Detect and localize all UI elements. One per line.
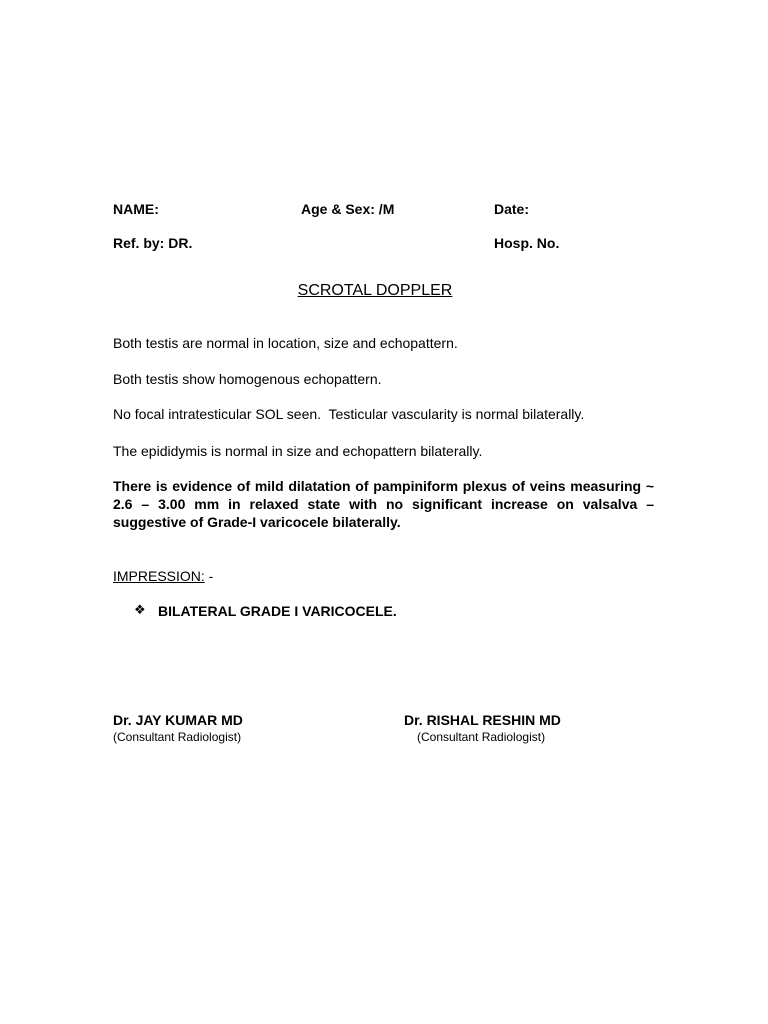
diamond-bullet-icon: ❖: [134, 603, 146, 618]
finding-line: Both testis show homogenous echopattern.: [113, 371, 382, 387]
hosp-no-label: Hosp. No.: [494, 235, 560, 251]
age-sex-label: Age & Sex: /M: [301, 201, 395, 217]
report-title: [113, 281, 637, 301]
report-title-text: SCROTAL DOPPLER: [297, 282, 453, 299]
impression-item: BILATERAL GRADE I VARICOCELE.: [158, 603, 397, 619]
evidence-paragraph: There is evidence of mild dilatation of pampiniform plexus of veins measuring ~ 2.6 – 3.00 mm in relaxed state with no significant increase on valsalva – suggestive of Grade-I varicocele bilaterally.: [113, 478, 654, 530]
date-label: Date:: [494, 201, 530, 217]
doctor-role: (Consultant Radiologist): [113, 730, 242, 744]
finding-line: Both testis are normal in location, size and echopattern.: [113, 335, 458, 351]
ref-by-label: Ref. by: DR.: [113, 235, 193, 251]
doctor-name: Dr. RISHAL RESHIN MD: [404, 712, 561, 728]
signature-block: [404, 711, 561, 745]
finding-line: The epididymis is normal in size and echopattern bilaterally.: [113, 443, 483, 459]
impression-label: IMPRESSION:: [113, 568, 205, 584]
impression-suffix: -: [204, 568, 214, 584]
signature-block: [113, 711, 243, 745]
name-label: NAME:: [113, 201, 159, 217]
impression-heading: [113, 567, 213, 585]
doctor-name: Dr. JAY KUMAR MD: [113, 712, 243, 728]
doctor-role: (Consultant Radiologist): [417, 730, 546, 744]
finding-line: No focal intratesticular SOL seen. Testicular vascularity is normal bilaterally.: [113, 406, 585, 422]
